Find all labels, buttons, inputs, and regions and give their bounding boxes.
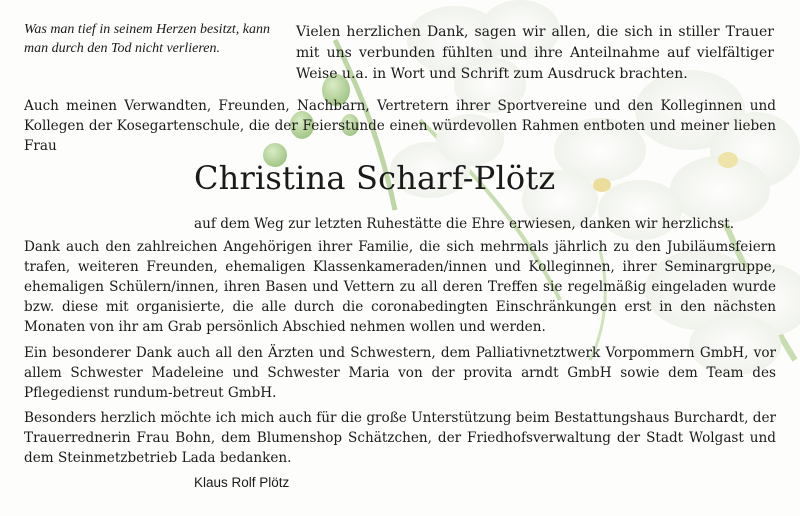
- memorial-quote: Was man tief in seinem Herzen besitzt, kann man durch den Tod nicht verlieren.: [24, 22, 271, 56]
- deceased-name-heading: Christina Scharf-Plötz: [194, 159, 556, 197]
- intro-thanks-paragraph: Vielen herzlichen Dank, sagen wir allen, die sich in stiller Trauer mit uns verbunden fühlten und ihre Anteilnahme auf vielfältiger Weise u.a. in Wort und Schrift zum Ausdruck brachten.: [296, 24, 774, 82]
- signature: Klaus Rolf Plötz: [194, 475, 290, 490]
- doctors-thanks-paragraph: Ein besonderer Dank auch all den Ärzten und Schwestern, dem Palliativnetztwerk Vorpommern GmbH, vor allem Schwester Madeleine und Schwester Maria von der provita arndt GmbH sowie dem Team des Pflegedienst rundum-betreut GmbH.: [24, 345, 776, 401]
- family-thanks-paragraph: Auch meinen Verwandten, Freunden, Nachbarn, Vertretern ihrer Sportvereine und den Kolleginnen und Kollegen der Kosegartenschule, die der Feierstunde einen würdevollen Rahmen entboten und meiner lieben Frau: [24, 98, 776, 154]
- support-thanks-paragraph: Besonders herzlich möchte ich mich auch für die große Unterstützung beim Bestattungshaus Burchardt, der Trauerrednerin Frau Bohn, dem Blumenshop Schätzchen, der Friedhofsverwaltung der Stadt Wolgast und dem Steinmetzbetrieb Lada bedanken.: [24, 410, 776, 466]
- relatives-thanks-paragraph: Dank auch den zahlreichen Angehörigen ihrer Familie, die sich mehrmals jährlich zu den Jubiläumsfeiern trafen, weiteren Freunden, ehemaligen Klassenkameraden/innen und Kolleginnen, ihrer Seminargruppe, ehemaligen Schülern/innen, ihren Basen und Vettern zu all deren Treffen sie regelmäßig eingeladen wurde bzw. diese mit organisierte, die alle durch die coronabedingten Einschränkungen erst in den nächsten Monaten von ihr am Grab persönlich Abschied nehmen wollen und werden.: [24, 239, 776, 335]
- thanks-tail-line: auf dem Weg zur letzten Ruhestätte die Ehre erwiesen, danken wir herzlichst.: [194, 216, 735, 232]
